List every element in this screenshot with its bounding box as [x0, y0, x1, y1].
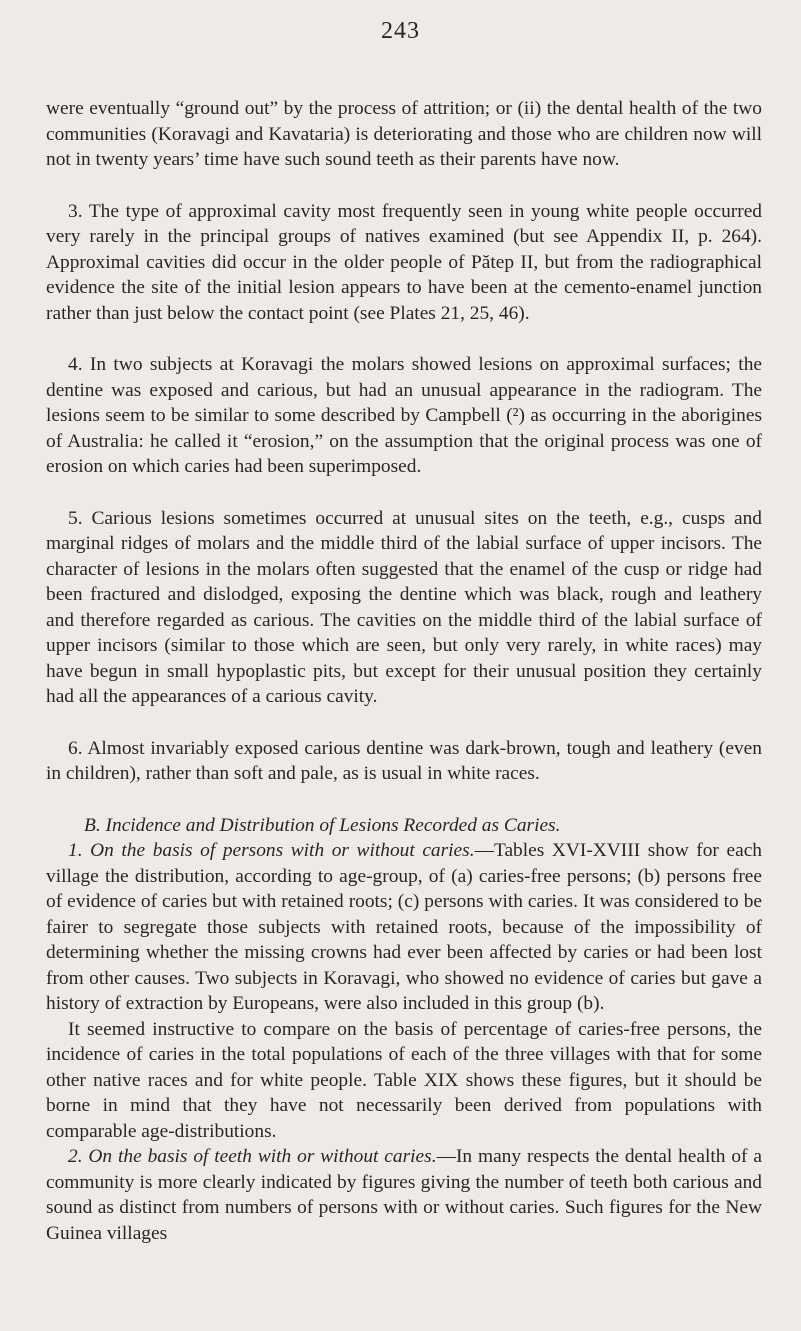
paragraph-b2 [46, 1144, 762, 1246]
paragraph-b2-lead: 2. On the basis of teeth with or without caries. [68, 1146, 437, 1167]
paragraph-b1-second: It seemed instructive to compare on the basis of percentage of caries-free persons, the incidence of caries in the total populations of each of the three villages with that for some other native races and for white people. Table XIX shows these figures, but it should be borne in mind that they have not necessarily been derived from populations with comparable age-distributions. [46, 1018, 762, 1142]
paragraph-5: 5. Carious lesions sometimes occurred at unusual sites on the teeth, e.g., cusps and marginal ridges of molars and the middle third of the labial surface of upper incisors. The character of lesions in the molars often suggested that the enamel of the cusp or ridge had been fractured and dislodged, exposing the dentine which was black, rough and leathery and therefore regarded as carious. The cavities on the middle third of the labial surface of upper incisors (similar to those which are seen, but only very rarely, in white races) may have begun in small hypoplastic pits, but except for their unusual position they certainly had all the appearances of a carious cavity. [46, 507, 762, 707]
paragraph-b1-lead: 1. On the basis of persons with or without caries. [68, 840, 475, 861]
paragraph-continuation: were eventually “ground out” by the process of attrition; or (ii) the dental health of the two communities (Koravagi and Kavataria) is deteriorating and those who are children now will not in twenty years’ time have such sound teeth as their parents have now. [46, 98, 762, 170]
body-text [46, 96, 762, 1246]
paragraph-b1 [46, 838, 762, 1017]
paragraph-b2-body: —In many respects the dental health of a community is more clearly indicated by figures giving the number of teeth both carious and sound as distinct from numbers of persons with or without caries. Such figures for the New Guinea villages [46, 1146, 763, 1244]
page-number: 243 [381, 18, 420, 44]
paragraph-b1-body: —Tables XVI-XVIII show for each village the distribution, according to age-group, of (a) caries-free persons; (b) persons free of evidence of caries but with retained roots; (c) persons with caries. It was considered to be fairer to segregate those subjects with retained roots, because of the impossibility of determining whether the missing crowns had ever been affected by caries or had been lost from other causes. Two subjects in Koravagi, who showed no evidence of caries but gave a history of extraction by Europeans, were also included in this group (b). [46, 840, 762, 1014]
paragraph-6: 6. Almost invariably exposed carious dentine was dark-brown, tough and leathery (even in children), rather than soft and pale, as is usual in white races. [46, 737, 762, 784]
paragraph-3: 3. The type of approximal cavity most frequently seen in young white people occurred very rarely in the principal groups of natives examined (but see Appendix II, p. 264). Approximal cavities did occur in the older people of Pătep II, but from the radiographical evidence the site of the initial lesion appears to have been at the cemento-enamel junction rather than just below the contact point (see Plates 21, 25, 46). [46, 200, 762, 324]
paragraph-4: 4. In two subjects at Koravagi the molars showed lesions on approximal surfaces; the dentine was exposed and carious, but had an unusual appearance in the radiogram. The lesions seem to be similar to some described by Campbell (²) as occurring in the aborigines of Australia: he called it “erosion,” on the assumption that the original process was one of erosion on which caries had been superimposed. [46, 354, 762, 477]
section-heading: B. Incidence and Distribution of Lesions Recorded as Caries. [84, 814, 561, 836]
